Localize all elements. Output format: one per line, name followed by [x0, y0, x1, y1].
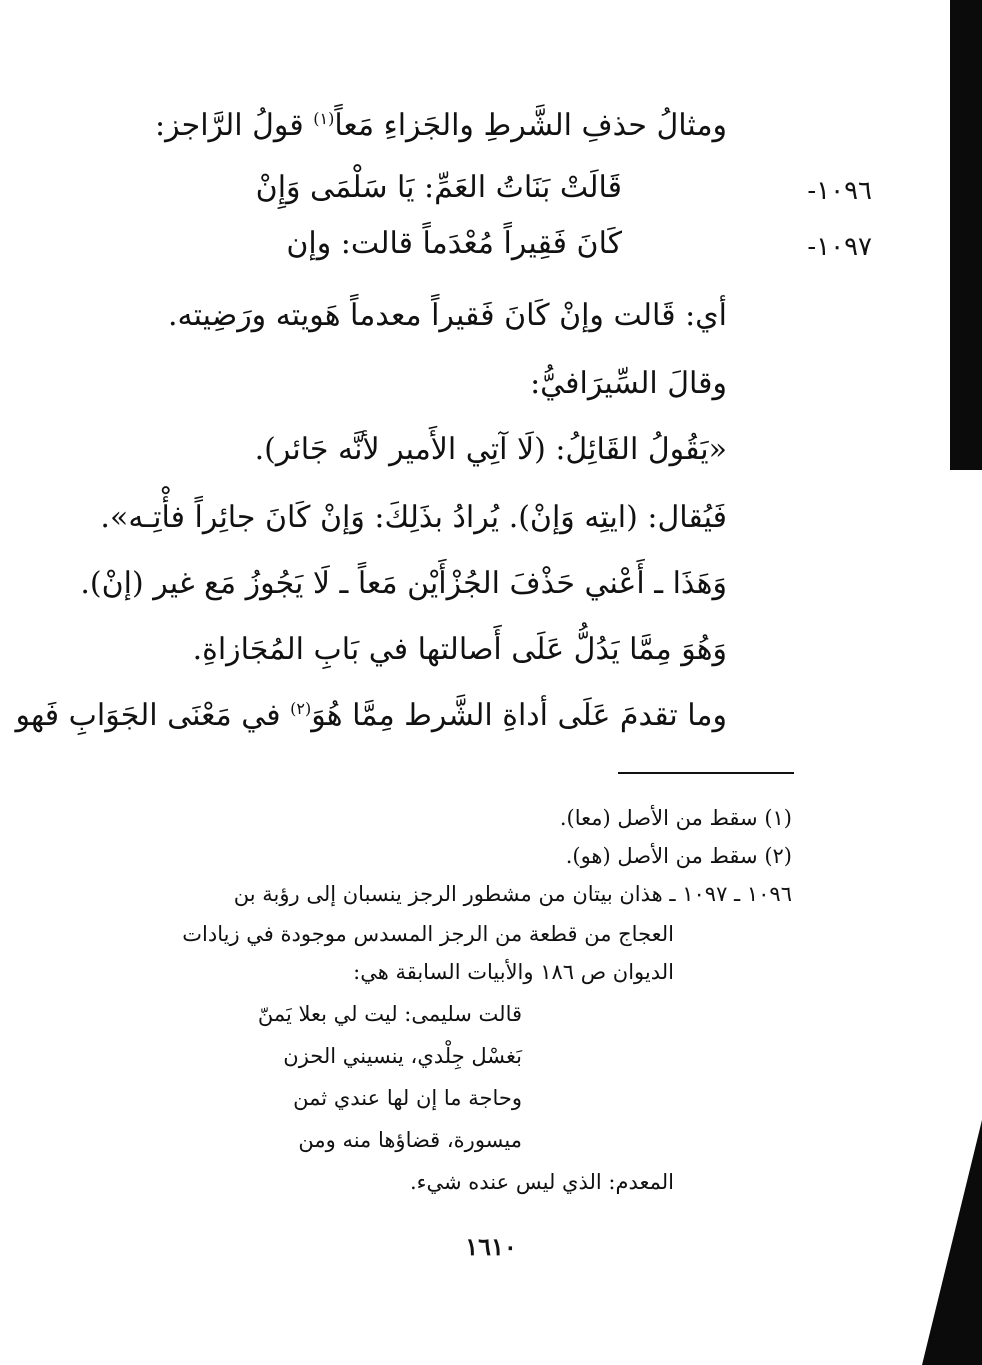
main-text-line-2: أي: قَالت وإنْ كَانَ فَقيراً معدماً هَويته ورَضِيته.: [168, 298, 727, 333]
footnote-1: (١) سقط من الأصل (معا).: [559, 806, 792, 830]
poem-line-3: وحاجة ما إن لها عندي ثمن: [293, 1086, 522, 1110]
poem-line-1: قالت سليمى: ليت لي بعلا يَمنّ: [257, 1002, 522, 1026]
footnote-verses-line-2: العجاج من قطعة من الرجز المسدس موجودة في زيادات: [182, 922, 674, 946]
footnote-verses-line-1: ١٠٩٦ ـ ١٠٩٧ ـ هذان بيتان من مشطور الرجز ينسبان إلى رؤبة بن: [233, 882, 792, 906]
footnote-verses-line-3: الديوان ص ١٨٦ والأبيات السابقة هي:: [353, 960, 674, 984]
poem-line-2: بَغسْل جِلْدي، ينسيني الحزن: [283, 1044, 522, 1068]
verse-1096-number: ١٠٩٦-: [807, 176, 872, 206]
footnote-ref-1: (١): [313, 109, 335, 128]
main-text-line-6: وَهَذَا ـ أَعْني حَذْفَ الجُزْأَيْن مَعاً ـ لَا يَجُوزُ مَع غير (إنْ).: [80, 566, 727, 601]
verse-1096-text: قَالَتْ بَنَاتُ العَمِّ: يَا سَلْمَى وَإِنْ: [255, 170, 622, 205]
main-text-line-8: [15, 698, 727, 733]
poem-line-4: ميسورة، قضاؤها منه ومن: [298, 1128, 522, 1152]
main-text-line-1: [155, 108, 727, 143]
main-text-line-3: وقالَ السِّيرَافيُّ:: [530, 366, 727, 401]
main-text-line-8-a: وما تقدمَ عَلَى أداةِ الشَّرط مِمَّا هُوَ: [311, 698, 727, 733]
footnote-separator: [618, 772, 794, 774]
verse-1097-number: ١٠٩٧-: [807, 232, 872, 262]
scan-edge-shadow-top: [950, 0, 982, 470]
main-text-line-1-a: ومثالُ حذفِ الشَّرطِ والجَزاءِ مَعاً: [334, 108, 727, 143]
main-text-line-7: وَهُوَ مِمَّا يَدُلُّ عَلَى أَصالتها في بَابِ المُجَازاةِ.: [192, 632, 727, 667]
main-text-line-4: «يَقُولُ القَائِلُ: (لَا آتِي الأَمير لأنَّه جَائر).: [254, 432, 727, 467]
main-text-line-8-b: في مَعْنَى الجَوَابِ فَهو: [15, 698, 291, 733]
main-text-line-5: فَيُقال: (ايتِه وَإنْ). يُرادُ بذَلِكَ: وَإنْ كَانَ جائِراً فأْتِـه».: [100, 500, 727, 535]
gloss-line: المعدم: الذي ليس عنده شيء.: [409, 1170, 674, 1194]
page-number: ١٦١٠: [465, 1232, 517, 1261]
footnote-ref-2: (٢): [290, 699, 312, 718]
footnote-2: (٢) سقط من الأصل (هو).: [565, 844, 792, 868]
verse-1097-text: كَانَ فَقِيراً مُعْدَماً قالت: وإن: [286, 226, 622, 261]
main-text-line-1-b: قولُ الرَّاجز:: [155, 108, 314, 143]
